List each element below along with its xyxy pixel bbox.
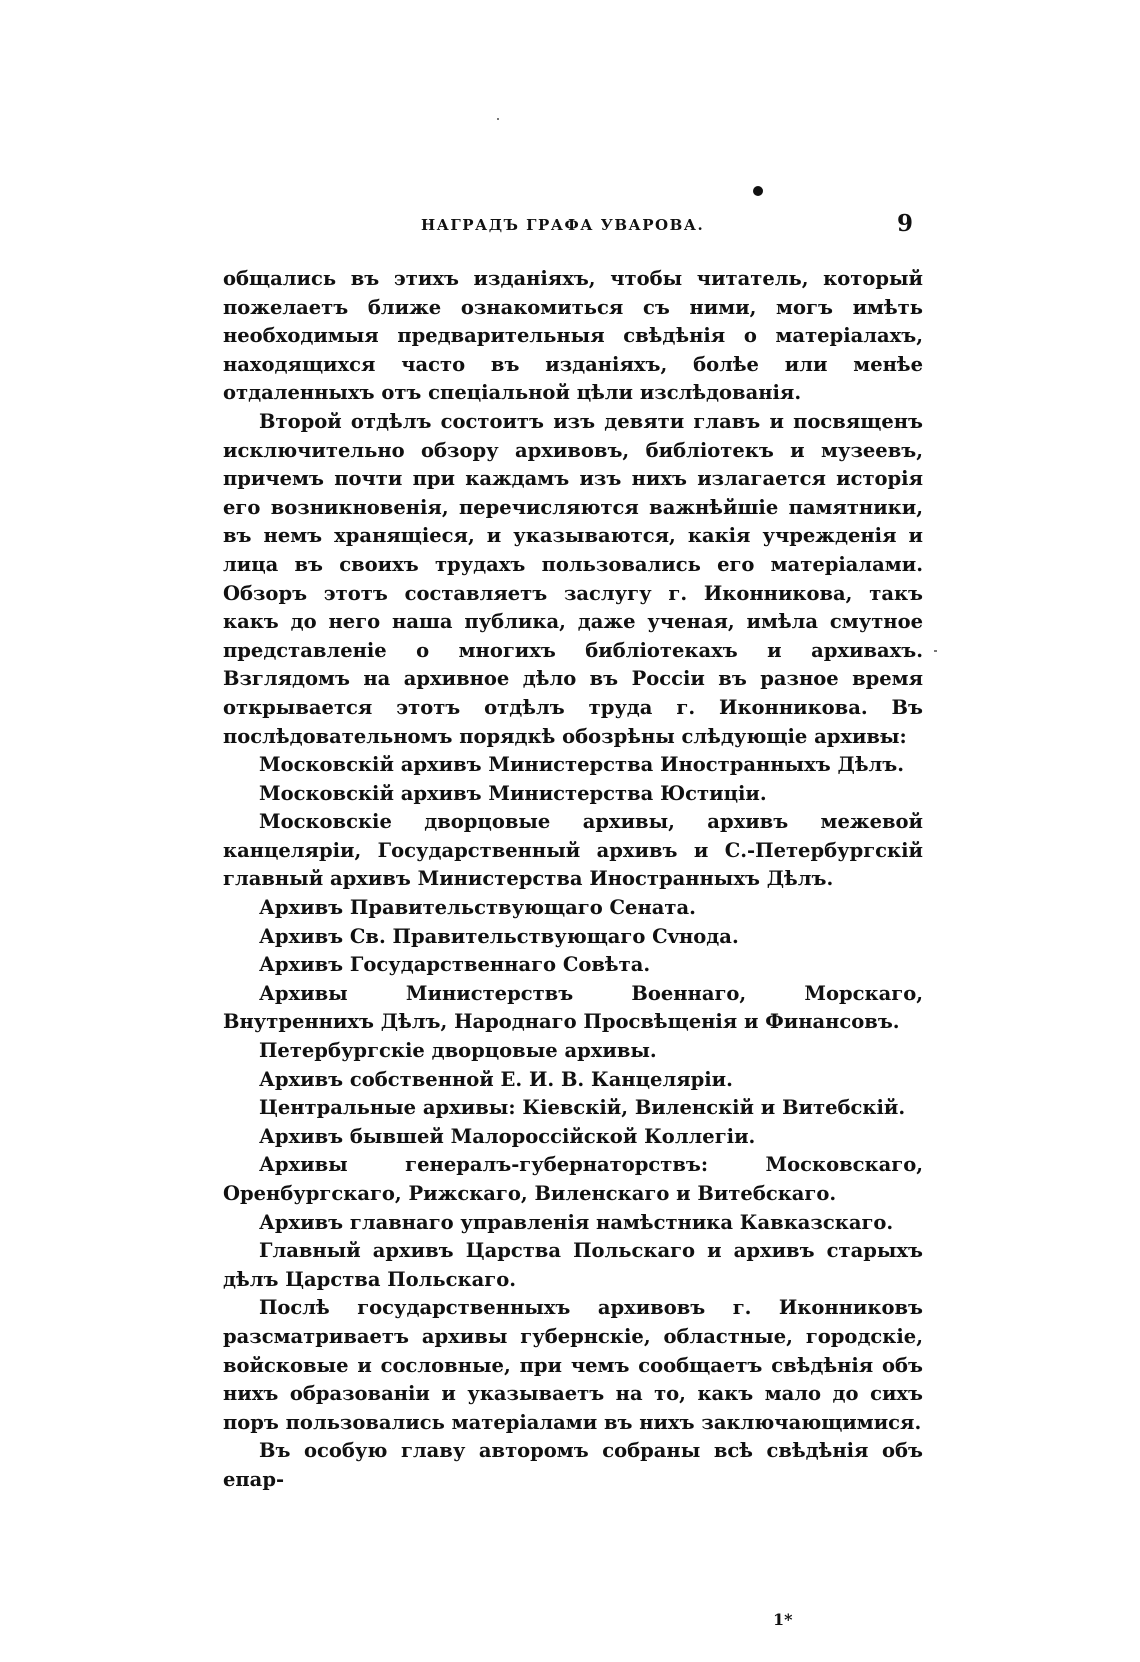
archive-list-item: Центральные архивы: Кіевскій, Виленскій и Витебскій. (259, 1096, 906, 1120)
body-text (223, 265, 923, 1495)
archive-list-item: Архивы генералъ-губернаторствъ: Московскаго, Оренбургскаго, Рижскаго, Виленскаго и Витебскаго. (223, 1153, 923, 1205)
archive-list-item: Архивъ Государственнаго Совѣта. (259, 953, 651, 977)
page-number: 9 (896, 210, 913, 237)
archive-list-item: Петербургскіе дворцовые архивы. (259, 1039, 657, 1063)
archive-list-item: Московскій архивъ Министерства Иностранныхъ Дѣлъ. (259, 753, 905, 777)
archive-list-item: Архивы Министерствъ Военнаго, Морскаго, Внутреннихъ Дѣлъ, Народнаго Просвѣщенія и Финансовъ. (223, 981, 923, 1034)
paper-speck (497, 118, 499, 120)
archive-list-item: Архивъ бывшей Малороссійской Коллегіи. (259, 1124, 756, 1148)
paragraph: общались въ этихъ изданіяхъ, чтобы читатель, который пожелаетъ ближе ознакомиться съ ними, могъ имѣть необходимыя предварительныя свѣдѣнія о матеріалахъ, находящихся часто въ изданіяхъ, болѣе или менѣе отдаленныхъ отъ спеціальной цѣли изслѣдованія. (223, 267, 923, 405)
archive-list-item: Архивъ главнаго управленія намѣстника Кавказскаго. (259, 1210, 894, 1234)
ink-spot (753, 186, 763, 196)
paragraph: Послѣ государственныхъ архивовъ г. Иконниковъ разсматриваетъ архивы губернскіе, областные, городскіе, войсковые и сословные, при чемъ сообщаетъ свѣдѣнія объ нихъ образованіи и указываетъ на то, какъ мало до сихъ поръ пользовались матеріалами въ нихъ заключающимися. (223, 1296, 923, 1434)
archive-list-item: Главный архивъ Царства Польскаго и архивъ старыхъ дѣлъ Царства Польскаго. (223, 1239, 923, 1291)
archive-list-item: Архивъ собственной Е. И. В. Канцеляріи. (259, 1067, 733, 1091)
archive-list-item: Архивъ Св. Правительствующаго Сvнода. (259, 924, 739, 948)
archive-list-item: Архивъ Правительствующаго Сената. (259, 896, 696, 920)
running-head (223, 210, 923, 246)
paper-speck (934, 650, 937, 652)
archive-list-item: Московскіе дворцовые архивы, архивъ межевой канцеляріи, Государственный архивъ и С.-Петербургскій главный архивъ Министерства Иностранныхъ Дѣлъ. (223, 810, 923, 891)
paragraph: Второй отдѣлъ состоитъ изъ девяти главъ и посвященъ исключительно обзору архивовъ, библіотекъ и музеевъ, причемъ почти при каждамъ изъ нихъ излагается исторія его возникновенія, перечисляются важнѣйшіе памятники, въ немъ хранящіеся, и указываются, какія учрежденія и лица въ своихъ трудахъ пользовались его матеріалами. Обзоръ этотъ составляетъ заслугу г. Иконникова, такъ какъ до него наша публика, даже ученая, имѣла смутное представленіе о многихъ библіотекахъ и архивахъ. Взглядомъ на архивное дѣло въ Россіи въ разное время открывается этотъ отдѣлъ труда г. Иконникова. Въ послѣдовательномъ порядкѣ обозрѣны слѣдующіе архивы: (223, 409, 923, 748)
archive-list-item: Московскій архивъ Министерства Юстиціи. (259, 781, 767, 805)
signature-mark: 1* (773, 1610, 793, 1629)
paragraph: Въ особую главу авторомъ собраны всѣ свѣдѣнія объ епар- (223, 1439, 923, 1491)
running-title: НАГРАДЪ ГРАФА УВАРОВА. (421, 216, 705, 234)
